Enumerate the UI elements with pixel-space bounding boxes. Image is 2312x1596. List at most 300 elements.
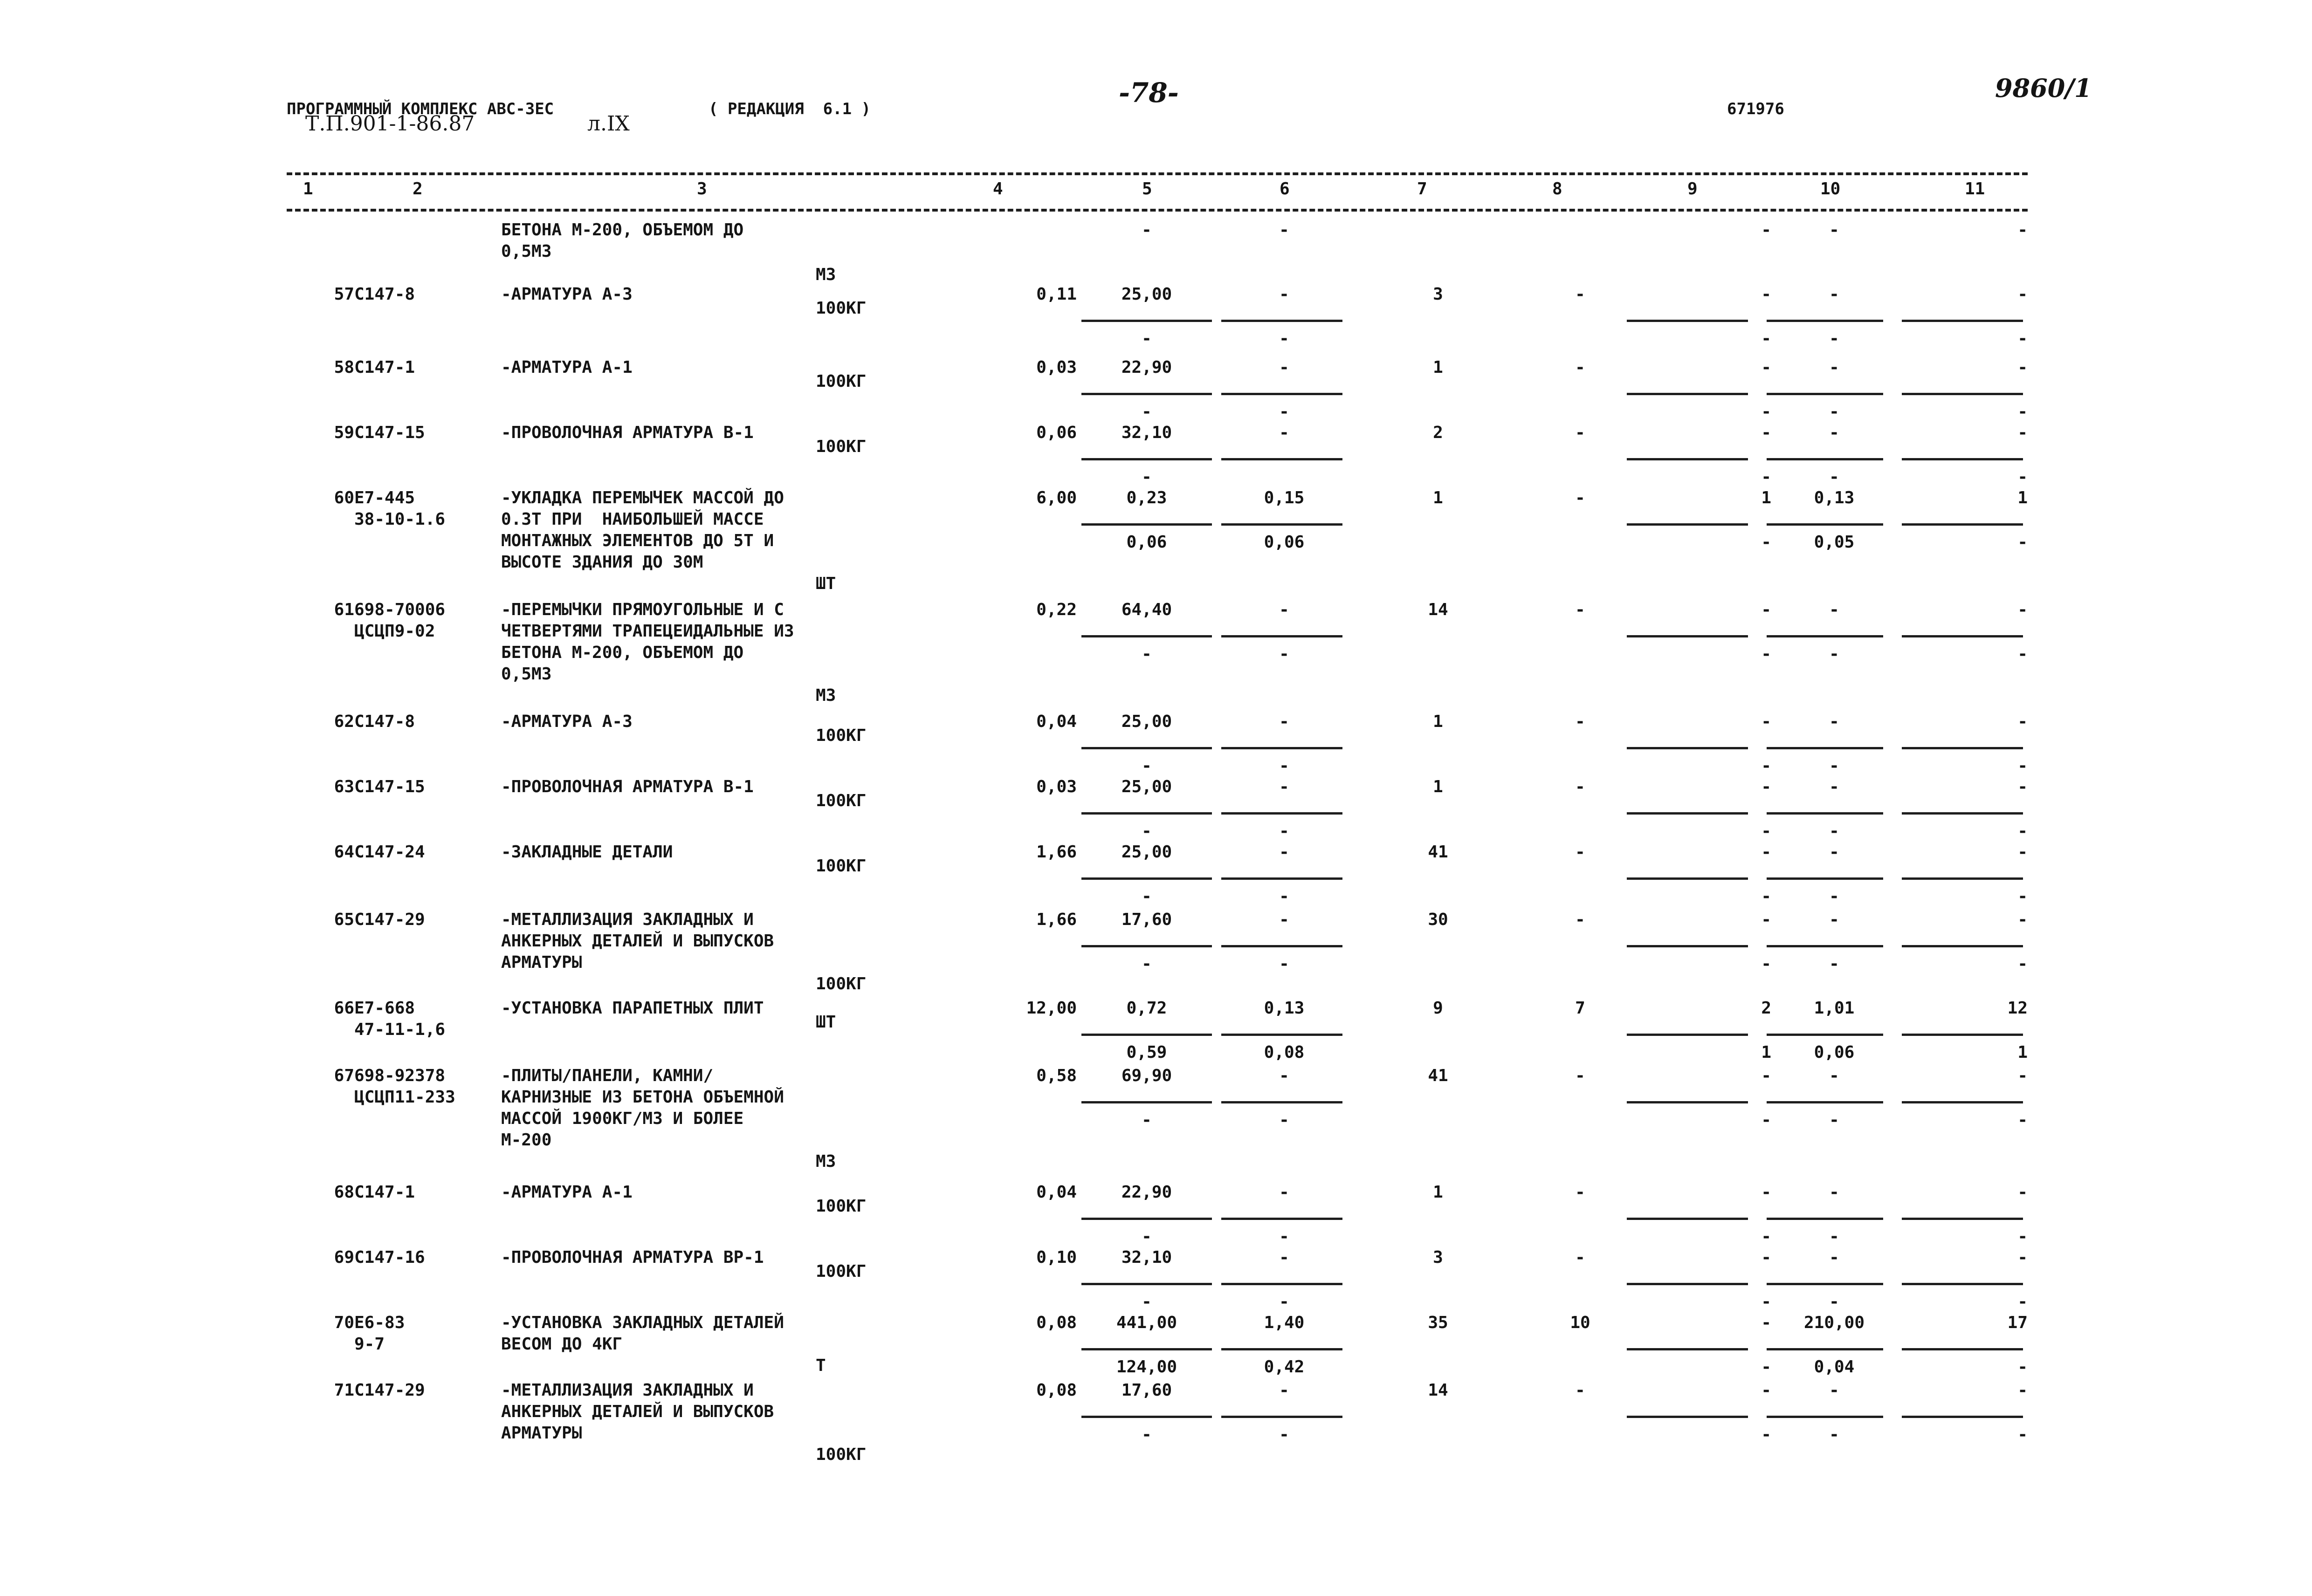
fraction-rule [1902,1034,2023,1036]
fraction-rule [1081,523,1212,526]
item-name-line: -ПРОВОЛОЧНАЯ АРМАТУРА В-1 [501,423,754,442]
item-col11: - [2017,220,2028,240]
item-cost-machines-sub: - [1279,887,1289,906]
item-col9-sub: - [1761,1357,1771,1377]
fraction-rule [1627,1101,1748,1103]
item-col11: - [2017,712,2028,731]
item-cost-machines: - [1279,285,1289,304]
item-cost-total: 0,23 [1126,488,1167,507]
item-code: С147-8 [354,285,415,304]
fraction-rule [1627,1416,1748,1418]
item-col10-sub: - [1829,1227,1839,1246]
fraction-rule [1081,458,1212,460]
item-cost-total: 69,90 [1121,1066,1172,1085]
fraction-rule [1767,523,1883,526]
item-code: 38-10-1.6 [354,510,446,529]
item-col9-sub: - [1761,887,1771,906]
item-col7: 1 [1433,358,1443,377]
item-cost-machines: 0,13 [1264,999,1305,1018]
item-col11-sub: 1 [2017,1043,2028,1062]
item-number: 66 [334,999,354,1018]
fraction-rule [1767,393,1883,395]
item-cost-machines-sub: - [1279,402,1289,421]
item-col9-sub: - [1761,954,1771,973]
fraction-rule [1902,320,2023,322]
item-col11: - [2017,777,2028,796]
fraction-rule [1081,1416,1212,1418]
item-col10: - [1829,1381,1839,1400]
item-number: 70 [334,1313,354,1332]
item-col9: - [1761,843,1771,862]
item-unit: 100КГ [816,437,867,456]
item-col9-sub: - [1761,329,1771,348]
item-col10: - [1829,910,1839,929]
item-col11-sub: - [2017,756,2028,775]
item-col10-sub: - [1829,1425,1839,1444]
item-col7: 3 [1433,1248,1443,1267]
item-cost-total-sub: - [1142,887,1152,906]
item-code: Е7-668 [354,999,415,1018]
item-unit: М3 [816,1152,836,1171]
item-col10-sub: 0,04 [1814,1357,1855,1377]
fraction-rule [1902,523,2023,526]
item-cost-total: 22,90 [1121,358,1172,377]
page-number: -78- [1119,77,1179,109]
item-col9-sub: - [1761,467,1771,486]
item-col11-sub: - [2017,644,2028,664]
fraction-rule [1767,1218,1883,1220]
fraction-rule [1902,393,2023,395]
table-row [0,841,2312,906]
item-name-line: АНКЕРНЫХ ДЕТАЛЕЙ И ВЫПУСКОВ [501,1402,774,1421]
document-code: 671976 [1727,100,1784,118]
item-col10: - [1829,600,1839,619]
item-unit: Т [816,1356,826,1375]
item-col11: 1 [2017,488,2028,507]
column-header-1: 1 [303,179,313,199]
item-name-line: ЧЕТВЕРТЯМИ ТРАПЕЦЕИДАЛЬНЫЕ ИЗ [501,622,794,641]
table-row [0,422,2312,486]
fraction-rule [1081,945,1212,947]
table-row [0,1247,2312,1311]
item-col7: 1 [1433,1183,1443,1202]
item-name-line: -АРМАТУРА А-1 [501,1183,633,1202]
item-cost-machines: - [1279,910,1289,929]
fraction-rule [1221,945,1342,947]
item-col11: 17 [2007,1313,2028,1332]
item-name-line: -МЕТАЛЛИЗАЦИЯ ЗАКЛАДНЫХ И [501,910,754,929]
item-cost-machines: - [1279,1248,1289,1267]
item-cost-total-sub: - [1142,1110,1152,1130]
item-unit: 100КГ [816,299,867,318]
item-col11: - [2017,600,2028,619]
fraction-rule [1627,1283,1748,1285]
fraction-rule [1221,523,1342,526]
program-title: ПРОГРАММНЫЙ КОМПЛЕКС АВС-3ЕС [287,100,554,118]
fraction-rule [1902,1416,2023,1418]
fraction-rule [1221,393,1342,395]
item-cost-machines: 0,15 [1264,488,1305,507]
item-col10-sub: - [1829,1292,1839,1311]
item-code: С147-15 [354,777,425,796]
item-col10: 1,01 [1814,999,1855,1018]
item-number: 57 [334,285,354,304]
item-name-line: -УСТАНОВКА ЗАКЛАДНЫХ ДЕТАЛЕЙ [501,1313,784,1332]
item-col9: 1 [1761,488,1771,507]
item-code: 9-7 [354,1335,385,1354]
item-cost-machines-sub: - [1279,1292,1289,1311]
item-quantity: 0,03 [1036,358,1077,377]
fraction-rule [1627,1348,1748,1350]
item-cost-machines-sub: - [1279,756,1289,775]
item-col10: - [1829,285,1839,304]
item-quantity: 1,66 [1036,843,1077,862]
item-cost-total: 25,00 [1121,285,1172,304]
fraction-rule [1627,393,1748,395]
item-col10: - [1829,220,1839,240]
table-row [0,599,2312,705]
item-cost-machines-sub: - [1279,1425,1289,1444]
item-col8: - [1575,910,1585,929]
item-name-line: БЕТОНА М-200, ОБЪЕМОМ ДО [501,643,744,662]
item-col11-sub: - [2017,329,2028,348]
fraction-rule [1081,1034,1212,1036]
item-code: С147-24 [354,843,425,862]
item-cost-machines-sub: - [1279,329,1289,348]
item-unit: 100КГ [816,1197,867,1216]
project-number: Т.П.901-1-86.87 [305,112,475,136]
fraction-rule [1767,1416,1883,1418]
item-col7: 1 [1433,488,1443,507]
item-name-line: -ПРОВОЛОЧНАЯ АРМАТУРА ВР-1 [501,1248,764,1267]
item-unit: 100КГ [816,856,867,876]
item-col9: - [1761,1066,1771,1085]
table-row [0,283,2312,348]
item-col7: 14 [1428,600,1448,619]
item-name-line: -АРМАТУРА А-3 [501,285,633,304]
item-quantity: 0,11 [1036,285,1077,304]
fraction-rule [1902,1218,2023,1220]
item-col11: 12 [2007,999,2028,1018]
item-unit: 100КГ [816,1445,867,1464]
fraction-rule [1081,1283,1212,1285]
item-number: 67 [334,1066,354,1085]
fraction-rule [1902,877,2023,880]
item-col11-sub: - [2017,1357,2028,1377]
item-col7: 41 [1428,1066,1448,1085]
item-cost-machines: - [1279,220,1289,240]
column-header-2: 2 [413,179,423,199]
item-cost-machines: - [1279,600,1289,619]
item-col9: - [1761,712,1771,731]
column-header-7: 7 [1417,179,1427,199]
fraction-rule [1627,945,1748,947]
item-name-line: -ЗАКЛАДНЫЕ ДЕТАЛИ [501,843,673,862]
item-cost-machines: 1,40 [1264,1313,1305,1332]
item-col9-sub: - [1761,1425,1771,1444]
fraction-rule [1081,320,1212,322]
item-code: С147-1 [354,1183,415,1202]
fraction-rule [1767,1101,1883,1103]
item-quantity: 12,00 [1026,999,1077,1018]
item-quantity: 0,03 [1036,777,1077,796]
item-col9-sub: 1 [1761,1043,1771,1062]
item-col7: 35 [1428,1313,1448,1332]
item-col8: - [1575,488,1585,507]
item-col9-sub: - [1761,402,1771,421]
item-name-line: ВЕСОМ ДО 4КГ [501,1335,623,1354]
item-name-line: КАРНИЗНЫЕ ИЗ БЕТОНА ОБЪЕМНОЙ [501,1088,784,1107]
fraction-rule [1081,393,1212,395]
item-number: 68 [334,1183,354,1202]
item-unit: 100КГ [816,791,867,810]
item-col9: - [1761,910,1771,929]
item-cost-total: 0,72 [1126,999,1167,1018]
item-unit: 100КГ [816,974,867,993]
item-cost-total-sub: - [1142,329,1152,348]
table-row [0,1312,2312,1377]
table-row [0,1181,2312,1246]
item-col10-sub: - [1829,644,1839,664]
fraction-rule [1627,1034,1748,1036]
item-code: С147-16 [354,1248,425,1267]
item-cost-machines: - [1279,358,1289,377]
item-number: 65 [334,910,354,929]
table-row [0,487,2312,593]
item-unit: 100КГ [816,372,867,391]
item-col8: - [1575,1248,1585,1267]
item-quantity: 0,08 [1036,1313,1077,1332]
edition-label: ( РЕДАКЦИЯ 6.1 ) [709,100,871,118]
item-col10-sub: - [1829,467,1839,486]
item-col11-sub: - [2017,954,2028,973]
item-col8: - [1575,712,1585,731]
item-col9: 2 [1761,999,1771,1018]
table-row [0,1379,2312,1464]
fraction-rule [1221,1348,1342,1350]
fraction-rule [1767,812,1883,815]
item-name-line: МАССОЙ 1900КГ/М3 И БОЛЕЕ [501,1109,744,1128]
item-col10: - [1829,712,1839,731]
fraction-rule [1221,458,1342,460]
item-col9-sub: - [1761,1292,1771,1311]
fraction-rule [1081,1218,1212,1220]
fraction-rule [1902,458,2023,460]
item-col11: - [2017,843,2028,862]
item-name-line: 0,5М3 [501,242,552,261]
item-code: С147-29 [354,1381,425,1400]
item-col8: - [1575,1183,1585,1202]
item-cost-total: 17,60 [1121,910,1172,929]
item-quantity: 0,04 [1036,1183,1077,1202]
item-col11: - [2017,1381,2028,1400]
item-cost-machines-sub: - [1279,954,1289,973]
fraction-rule [1627,1218,1748,1220]
item-col10: - [1829,777,1839,796]
item-name-line: -АРМАТУРА А-1 [501,358,633,377]
item-col11: - [2017,1248,2028,1267]
fraction-rule [1627,523,1748,526]
item-col9-sub: - [1761,644,1771,664]
fraction-rule [1221,635,1342,637]
item-cost-total-sub: - [1142,822,1152,841]
table-row [0,909,2312,993]
item-code: Е6-83 [354,1313,405,1332]
fraction-rule [1627,812,1748,815]
column-header-10: 10 [1820,179,1841,199]
item-quantity: 0,08 [1036,1381,1077,1400]
item-cost-machines-sub: - [1279,1227,1289,1246]
item-unit: ШТ [816,574,836,593]
table-row [0,356,2312,421]
column-header-11: 11 [1965,179,1985,199]
item-cost-total: 25,00 [1121,777,1172,796]
column-header-4: 4 [993,179,1003,199]
item-name-line: ВЫСОТЕ ЗДАНИЯ ДО 30М [501,553,703,572]
item-col11-sub: - [2017,1227,2028,1246]
item-code: ЦСЦП9-02 [354,622,435,641]
item-col9: - [1761,600,1771,619]
item-cost-machines: - [1279,712,1289,731]
item-col7: 9 [1433,999,1443,1018]
item-col8: - [1575,285,1585,304]
item-number: 63 [334,777,354,796]
fraction-rule [1902,1283,2023,1285]
item-col10: - [1829,843,1839,862]
item-col9-sub: - [1761,822,1771,841]
item-col9: - [1761,1248,1771,1267]
item-code: ЦСЦП11-233 [354,1088,455,1107]
item-col11-sub: - [2017,1425,2028,1444]
item-cost-machines: - [1279,777,1289,796]
item-cost-machines: - [1279,1183,1289,1202]
item-col8: - [1575,423,1585,442]
item-cost-total-sub: 0,59 [1126,1043,1167,1062]
item-col8: - [1575,600,1585,619]
item-code: Е7-445 [354,488,415,507]
item-cost-total: 25,00 [1121,712,1172,731]
fraction-rule [1221,320,1342,322]
item-col10: - [1829,358,1839,377]
fraction-rule [1902,747,2023,749]
fraction-rule [1081,1101,1212,1103]
item-code: С147-8 [354,712,415,731]
item-col8: - [1575,1066,1585,1085]
item-unit: М3 [816,265,836,284]
item-cost-total: - [1142,220,1152,240]
fraction-rule [1767,635,1883,637]
item-col11-sub: - [2017,1292,2028,1311]
item-number: 59 [334,423,354,442]
fraction-rule [1902,812,2023,815]
item-unit: М3 [816,686,836,705]
item-cost-total: 441,00 [1116,1313,1177,1332]
item-number: 61 [334,600,354,619]
item-col8: 10 [1570,1313,1590,1332]
item-col9-sub: - [1761,1227,1771,1246]
item-cost-machines-sub: - [1279,822,1289,841]
fraction-rule [1767,320,1883,322]
item-col7: 3 [1433,285,1443,304]
item-col9-sub: - [1761,1110,1771,1130]
item-col9: - [1761,1313,1771,1332]
album-number: л.IX [587,112,630,136]
item-code: 47-11-1,6 [354,1020,446,1039]
item-name-line: 0.3Т ПРИ НАИБОЛЬШЕЙ МАССЕ [501,510,764,529]
item-name-line: -ПЛИТЫ/ПАНЕЛИ, КАМНИ/ [501,1066,714,1085]
fraction-rule [1767,877,1883,880]
item-cost-total: 32,10 [1121,1248,1172,1267]
fraction-rule [1627,747,1748,749]
item-col7: 41 [1428,843,1448,862]
item-col11: - [2017,423,2028,442]
item-name-line: -УКЛАДКА ПЕРЕМЫЧЕК МАССОЙ ДО [501,488,784,507]
fraction-rule [1767,945,1883,947]
item-cost-machines: - [1279,1066,1289,1085]
item-cost-total-sub: - [1142,467,1152,486]
item-name-line: АРМАТУРЫ [501,953,582,972]
item-col8: - [1575,1381,1585,1400]
item-col7: 30 [1428,910,1448,929]
fraction-rule [1767,458,1883,460]
item-cost-machines-sub: - [1279,1110,1289,1130]
item-code: 698-70006 [354,600,446,619]
fraction-rule [1627,320,1748,322]
item-col7: 1 [1433,712,1443,731]
item-col7: 2 [1433,423,1443,442]
item-name-line: АНКЕРНЫХ ДЕТАЛЕЙ И ВЫПУСКОВ [501,932,774,951]
fraction-rule [1221,1218,1342,1220]
fraction-rule [1902,635,2023,637]
item-cost-total-sub: - [1142,1227,1152,1246]
item-number: 62 [334,712,354,731]
item-col10: 0,13 [1814,488,1855,507]
item-col8: - [1575,843,1585,862]
fraction-rule [1081,635,1212,637]
item-number: 64 [334,843,354,862]
item-col11: - [2017,1066,2028,1085]
fraction-rule [1221,877,1342,880]
column-header-rule [287,209,2028,212]
item-name-line: -ПЕРЕМЫЧКИ ПРЯМОУГОЛЬНЫЕ И С [501,600,784,619]
item-cost-total-sub: - [1142,954,1152,973]
fraction-rule [1627,877,1748,880]
item-col11-sub: - [2017,467,2028,486]
item-col10-sub: - [1829,402,1839,421]
fraction-rule [1902,1348,2023,1350]
item-col9: - [1761,1183,1771,1202]
column-header-6: 6 [1280,179,1290,199]
continued-row [0,219,2312,284]
item-cost-machines: - [1279,843,1289,862]
item-name-line: М-200 [501,1130,552,1150]
item-col9: - [1761,285,1771,304]
item-name-line: -ПРОВОЛОЧНАЯ АРМАТУРА В-1 [501,777,754,796]
table-row [0,776,2312,841]
fraction-rule [1767,747,1883,749]
column-header-3: 3 [697,179,707,199]
item-unit: 100КГ [816,1262,867,1281]
fraction-rule [1902,945,2023,947]
item-col11-sub: - [2017,822,2028,841]
item-col8: - [1575,358,1585,377]
item-col10: - [1829,423,1839,442]
item-name-line: -УСТАНОВКА ПАРАПЕТНЫХ ПЛИТ [501,999,764,1018]
item-code: С147-1 [354,358,415,377]
column-header-9: 9 [1687,179,1698,199]
corner-mark: 9860/1 [1995,73,2092,103]
item-quantity: 0,10 [1036,1248,1077,1267]
